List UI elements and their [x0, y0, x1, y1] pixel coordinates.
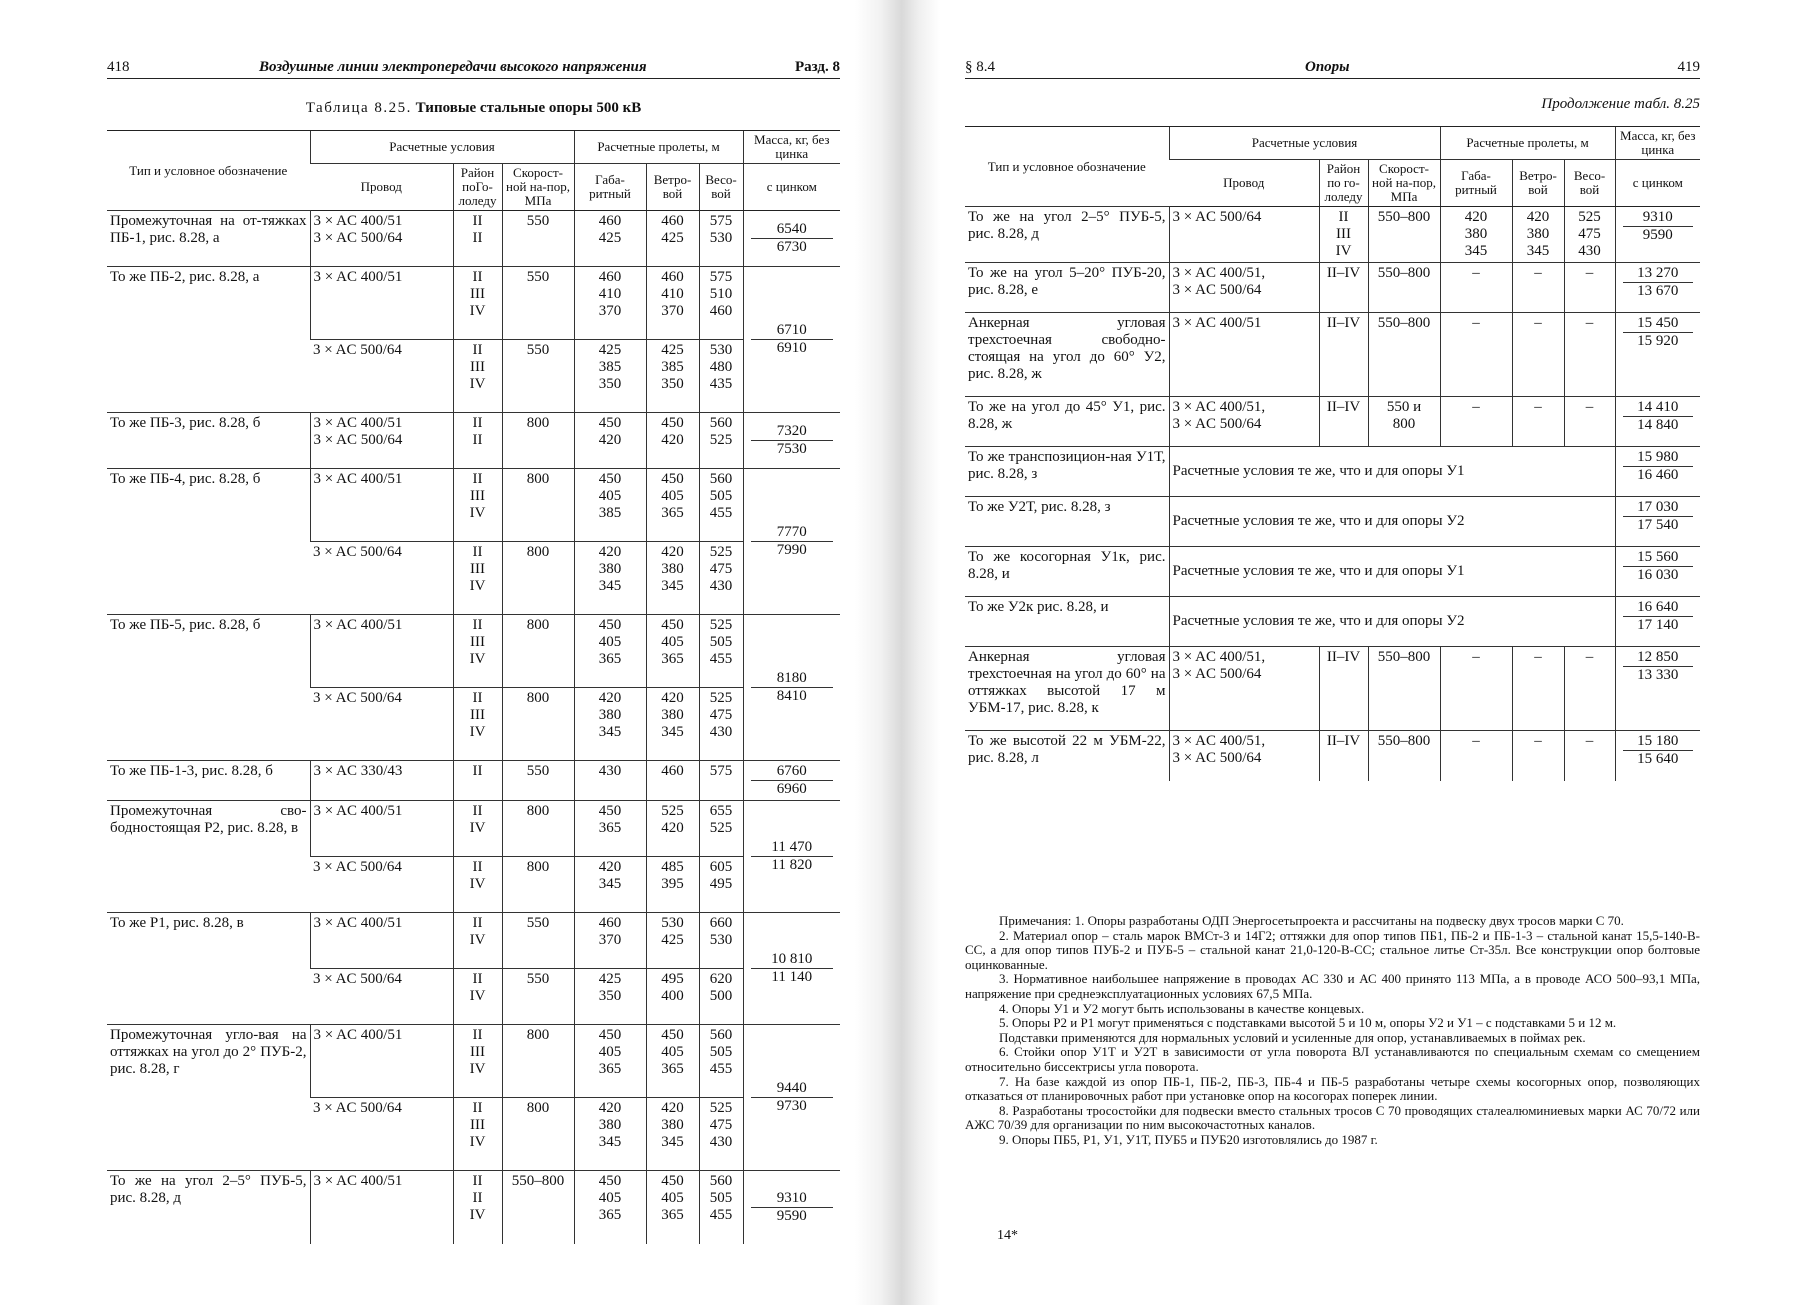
dimension-span-cell: 420 345 [574, 857, 646, 913]
mass-without-zinc: 7770 [751, 524, 834, 542]
right-section: § 8.4 [965, 59, 995, 75]
region-cell: II III IV [453, 469, 502, 542]
wire-cell: 3 × AC 400/51 [310, 469, 453, 542]
wind-span-cell: – [1512, 263, 1564, 313]
note-paragraph: 9. Опоры ПБ5, Р1, У1, У1Т, ПУБ5 и ПУБ20 изготовлялись до 1987 г. [999, 1131, 1378, 1147]
wire-cell: 3 × AC 500/64 [310, 857, 453, 913]
table-row [965, 263, 1700, 313]
support-type: То же ПБ-5, рис. 8.28, б [107, 615, 310, 761]
wind-span-cell: 460 [646, 761, 699, 801]
wire-cell: 3 × AC 400/51 [310, 1171, 453, 1244]
header-dimension: Габа-ритный [1440, 160, 1512, 207]
header-weight: Весо-вой [699, 164, 743, 211]
region-cell: II III IV [453, 1025, 502, 1098]
table-row [965, 497, 1700, 547]
mass-cell [743, 413, 840, 469]
mass-without-zinc: 6540 [751, 221, 834, 239]
mass-with-zinc: 17 140 [1637, 617, 1679, 633]
left-table [107, 130, 840, 1244]
wire-cell: 3 × AC 500/64 [310, 969, 453, 1025]
dimension-span-cell: 420 380 345 [574, 1098, 646, 1171]
mass-without-zinc: 9440 [751, 1080, 834, 1098]
dimension-span-cell: – [1440, 263, 1512, 313]
header-wire: Провод [310, 164, 453, 211]
region-cell: II III IV [453, 267, 502, 340]
wind-span-cell: 450 405 365 [646, 1025, 699, 1098]
weight-span-cell: 560 525 [699, 413, 743, 469]
region-cell: II–IV [1319, 397, 1368, 447]
support-type: То же на угол 2–5° ПУБ-5, рис. 8.28, д [107, 1171, 310, 1244]
design-conditions-note: Расчетные условия те же, что и для опоры У2 [1169, 497, 1615, 547]
dimension-span-cell: 430 [574, 761, 646, 801]
dimension-span-cell: 425 350 [574, 969, 646, 1025]
wire-cell: 3 × AC 400/51, 3 × AC 500/64 [1169, 731, 1319, 781]
region-cell: II II [453, 413, 502, 469]
header-design: Расчетные условия [310, 131, 574, 164]
wire-cell: 3 × AC 330/43 [310, 761, 453, 801]
wire-cell: 3 × AC 400/51, 3 × AC 500/64 [1169, 263, 1319, 313]
mass-cell [743, 211, 840, 267]
mass-cell [743, 1171, 840, 1244]
note-paragraph: Подставки применяются для нормальных условий и усиленные для опор, устанавливаемых в поймах рек. [999, 1029, 1586, 1045]
dimension-span-cell: 450 420 [574, 413, 646, 469]
region-cell: II III IV [453, 615, 502, 688]
weight-span-cell: 655 525 [699, 801, 743, 857]
mass-without-zinc: 17 030 [1623, 499, 1694, 517]
table-row [965, 397, 1700, 447]
speed-cell: 800 [502, 542, 574, 615]
table-row [107, 469, 840, 542]
mass-cell [743, 469, 840, 615]
mass-with-zinc: 9590 [1642, 227, 1673, 243]
mass-cell [743, 761, 840, 801]
wind-span-cell: 485 395 [646, 857, 699, 913]
left-section: Разд. 8 [794, 59, 840, 75]
wire-cell: 3 × AC 400/51 [310, 615, 453, 688]
support-type: То же высотой 22 м УБМ-22, рис. 8.28, л [965, 731, 1169, 781]
header-type: Тип и условное обозначение [107, 131, 310, 211]
mass-without-zinc: 9310 [751, 1190, 834, 1208]
right-running-title: Опоры [1305, 59, 1350, 75]
mass-without-zinc: 6760 [751, 763, 834, 781]
speed-cell: 550–800 [1368, 207, 1440, 263]
wind-span-cell: – [1512, 397, 1564, 447]
wind-span-cell: – [1512, 647, 1564, 731]
header-type: Тип и условное обозначение [965, 127, 1169, 207]
table-row [965, 447, 1700, 497]
table-row [107, 1171, 840, 1244]
speed-cell: 800 [502, 469, 574, 542]
note-paragraph: 2. Материал опор – сталь марок ВМСт-3 и 14Г2; оттяжки для опор типов ПБ1, ПБ-2 и ПБ-1-3 – стальной канат 15,5-140-В-СС, а для опор типов ПУБ-2 и ПУБ-5 – стальной канат 21,0-120-В-СС; стальное литье Ст-35л. Все конструкции опор болтовые оцинкованные. [965, 927, 1700, 972]
design-conditions-note: Расчетные условия те же, что и для опоры У1 [1169, 547, 1615, 597]
speed-cell: 550 [502, 340, 574, 413]
dimension-span-cell: 450 365 [574, 801, 646, 857]
wire-cell: 3 × AC 400/51 [1169, 313, 1319, 397]
dimension-span-cell: 420 380 345 [574, 688, 646, 761]
mass-cell [743, 913, 840, 1025]
mass-without-zinc: 15 180 [1623, 733, 1694, 751]
mass-with-zinc: 15 920 [1637, 333, 1679, 349]
weight-span-cell: 525 475 430 [699, 1098, 743, 1171]
region-cell: II–IV [1319, 263, 1368, 313]
table-row [965, 207, 1700, 263]
region-cell: II II [453, 211, 502, 267]
mass-without-zinc: 9310 [1623, 209, 1694, 227]
header-mass-zinc: с цинком [743, 164, 840, 211]
header-mass-zinc: с цинком [1615, 160, 1700, 207]
region-cell: II III IV [453, 340, 502, 413]
speed-cell: 550 и 800 [1368, 397, 1440, 447]
wind-span-cell: 450 420 [646, 413, 699, 469]
mass-with-zinc: 11 820 [771, 857, 813, 873]
table-row [965, 313, 1700, 397]
weight-span-cell: 525 475 430 [1564, 207, 1615, 263]
weight-span-cell: 530 480 435 [699, 340, 743, 413]
wind-span-cell: 460 410 370 [646, 267, 699, 340]
note-paragraph: 6. Стойки опор У1Т и У2Т в зависимости от угла поворота ВЛ устанавливаются по специальным схемам со смещением относительно биссектрисы угла поворота. [965, 1044, 1700, 1074]
mass-without-zinc: 15 980 [1623, 449, 1694, 467]
weight-span-cell: 560 505 455 [699, 1171, 743, 1244]
mass-cell [1615, 447, 1700, 497]
table-row [107, 267, 840, 340]
region-cell: II IV [453, 857, 502, 913]
weight-span-cell: – [1564, 313, 1615, 397]
speed-cell: 800 [502, 688, 574, 761]
weight-span-cell: – [1564, 647, 1615, 731]
mass-without-zinc: 8180 [751, 670, 834, 688]
wind-span-cell: – [1512, 313, 1564, 397]
table-notes [965, 914, 1700, 1148]
table-caption [107, 100, 840, 117]
mass-cell [1615, 207, 1700, 263]
dimension-span-cell: 460 425 [574, 211, 646, 267]
header-mass: Масса, кг, без цинка [743, 131, 840, 164]
support-type: То же ПБ-4, рис. 8.28, б [107, 469, 310, 615]
wire-cell: 3 × AC 500/64 [1169, 207, 1319, 263]
mass-cell [1615, 497, 1700, 547]
header-design: Расчетные условия [1169, 127, 1440, 160]
mass-with-zinc: 8410 [776, 688, 807, 704]
speed-cell: 550–800 [1368, 263, 1440, 313]
design-conditions-note: Расчетные условия те же, что и для опоры У1 [1169, 447, 1615, 497]
wire-cell: 3 × AC 500/64 [310, 688, 453, 761]
region-cell: II III IV [453, 542, 502, 615]
speed-cell: 550–800 [502, 1171, 574, 1244]
header-spans: Расчетные пролеты, м [1440, 127, 1615, 160]
dimension-span-cell: – [1440, 397, 1512, 447]
wind-span-cell: 525 420 [646, 801, 699, 857]
support-type: То же У2к рис. 8.28, и [965, 597, 1169, 647]
header-wire: Провод [1169, 160, 1319, 207]
speed-cell: 800 [502, 1025, 574, 1098]
support-type: Промежуточная сво-бодностоящая Р2, рис. 8.28, в [107, 801, 310, 913]
mass-with-zinc: 14 840 [1637, 417, 1679, 433]
support-type: То же на угол 5–20° ПУБ-20, рис. 8.28, е [965, 263, 1169, 313]
mass-with-zinc: 16 030 [1637, 567, 1679, 583]
mass-with-zinc: 13 670 [1637, 283, 1679, 299]
note-paragraph: Примечания: 1. Опоры разработаны ОДП Энергосетьпроекта и рассчитаны на подвеску двух тросов марки С 70. [999, 913, 1624, 928]
dimension-span-cell: 450 405 365 [574, 1025, 646, 1098]
signature-mark: 14* [997, 1228, 1018, 1243]
wire-cell: 3 × AC 500/64 [310, 542, 453, 615]
weight-span-cell: 560 505 455 [699, 469, 743, 542]
mass-without-zinc: 11 470 [751, 839, 834, 857]
mass-with-zinc: 6960 [776, 781, 807, 797]
weight-span-cell: 525 475 430 [699, 688, 743, 761]
dimension-span-cell: 450 405 365 [574, 615, 646, 688]
mass-cell [1615, 397, 1700, 447]
weight-span-cell: – [1564, 263, 1615, 313]
mass-with-zinc: 7530 [776, 441, 807, 457]
region-cell: II–IV [1319, 313, 1368, 397]
note-paragraph: 3. Нормативное наибольшее напряжение в проводах АС 330 и АС 400 принято 113 МПа, а в проводе АСО 500–93,1 МПа, напряжение при среднеэксплуатационных условиях 67,5 МПа. [965, 971, 1700, 1001]
table-row [107, 413, 840, 469]
header-dimension: Габа-ритный [574, 164, 646, 211]
mass-cell [1615, 547, 1700, 597]
region-cell: II IV [453, 801, 502, 857]
speed-cell: 550 [502, 913, 574, 969]
weight-span-cell: 525 475 430 [699, 542, 743, 615]
mass-without-zinc: 15 450 [1623, 315, 1694, 333]
region-cell: II II IV [453, 1171, 502, 1244]
wire-cell: 3 × AC 400/51 [310, 913, 453, 969]
support-type: То же транспозицион-ная У1Т, рис. 8.28, з [965, 447, 1169, 497]
table-row [965, 547, 1700, 597]
table-row [965, 731, 1700, 781]
wind-span-cell: 450 405 365 [646, 469, 699, 542]
mass-with-zinc: 13 330 [1637, 667, 1679, 683]
support-type: То же на угол до 45° У1, рис. 8.28, ж [965, 397, 1169, 447]
speed-cell: 550 [502, 211, 574, 267]
mass-cell [743, 267, 840, 413]
mass-cell [743, 801, 840, 913]
support-type: То же ПБ-2, рис. 8.28, а [107, 267, 310, 413]
support-type: То же ПБ-3, рис. 8.28, б [107, 413, 310, 469]
header-wind: Ветро-вой [1512, 160, 1564, 207]
region-cell: II–IV [1319, 647, 1368, 731]
dimension-span-cell: 420 380 345 [574, 542, 646, 615]
mass-without-zinc: 10 810 [751, 951, 834, 969]
weight-span-cell: – [1564, 397, 1615, 447]
table-row [107, 615, 840, 688]
mass-without-zinc: 12 850 [1623, 649, 1694, 667]
note-paragraph: 4. Опоры У1 и У2 могут быть использованы в качестве концевых. [999, 1000, 1365, 1016]
support-type: То же Р1, рис. 8.28, в [107, 913, 310, 1025]
note-paragraph: 8. Разработаны тросостойки для подвески вместо стальных тросов С 70 проводящих сталеалюминиевых марки АС 70/72 или АЖС 70/39 для организации по ним высокочастотных каналов. [965, 1102, 1700, 1133]
weight-span-cell: 575 510 460 [699, 267, 743, 340]
mass-with-zinc: 9730 [776, 1098, 807, 1114]
wind-span-cell: – [1512, 731, 1564, 781]
speed-cell: 550 [502, 969, 574, 1025]
weight-span-cell: 605 495 [699, 857, 743, 913]
wire-cell: 3 × AC 400/51 [310, 1025, 453, 1098]
wind-span-cell: 420 380 345 [646, 688, 699, 761]
weight-span-cell: 660 530 [699, 913, 743, 969]
wind-span-cell: 420 380 345 [1512, 207, 1564, 263]
header-wind-speed: Скорост-ной на-пор, МПа [1368, 160, 1440, 207]
mass-with-zinc: 11 140 [771, 969, 813, 985]
mass-cell [1615, 313, 1700, 397]
left-running-head [107, 56, 840, 79]
left-page-number: 418 [107, 59, 130, 75]
table-row [965, 647, 1700, 731]
mass-with-zinc: 7990 [776, 542, 807, 558]
continuation-caption: Продолжение табл. 8.25 [1541, 96, 1700, 112]
weight-span-cell: 575 [699, 761, 743, 801]
wire-cell: 3 × AC 400/51, 3 × AC 500/64 [1169, 647, 1319, 731]
note-paragraph: 5. Опоры Р2 и Р1 могут применяться с подставками высотой 5 и 10 м, опоры У2 и У1 – с подставками 5 и 12 м. [999, 1015, 1617, 1031]
wind-span-cell: 420 380 345 [646, 542, 699, 615]
dimension-span-cell: – [1440, 647, 1512, 731]
mass-without-zinc: 6710 [751, 322, 834, 340]
header-wind: Ветро-вой [646, 164, 699, 211]
mass-without-zinc: 7320 [751, 423, 834, 441]
dimension-span-cell: 460 410 370 [574, 267, 646, 340]
mass-with-zinc: 6910 [776, 340, 807, 356]
table-row [107, 1025, 840, 1098]
mass-cell [1615, 731, 1700, 781]
region-cell: II III IV [453, 1098, 502, 1171]
mass-with-zinc: 16 460 [1637, 467, 1679, 483]
right-table [965, 126, 1700, 781]
weight-span-cell: 575 530 [699, 211, 743, 267]
table-row [107, 761, 840, 801]
support-type: То же ПБ-1-3, рис. 8.28, б [107, 761, 310, 801]
mass-cell [743, 615, 840, 761]
table-row [107, 211, 840, 267]
dimension-span-cell: 450 405 385 [574, 469, 646, 542]
support-type: Промежуточная на от-тяжках ПБ-1, рис. 8.28, а [107, 211, 310, 267]
weight-span-cell: – [1564, 731, 1615, 781]
weight-span-cell: 620 500 [699, 969, 743, 1025]
right-running-head [965, 56, 1700, 79]
region-cell: II–IV [1319, 731, 1368, 781]
speed-cell: 550–800 [1368, 313, 1440, 397]
speed-cell: 800 [502, 413, 574, 469]
speed-cell: 550 [502, 267, 574, 340]
wire-cell: 3 × AC 400/51 3 × AC 500/64 [310, 413, 453, 469]
wind-span-cell: 495 400 [646, 969, 699, 1025]
right-page [905, 0, 1794, 1305]
mass-cell [1615, 263, 1700, 313]
speed-cell: 800 [502, 1098, 574, 1171]
header-spans: Расчетные пролеты, м [574, 131, 743, 164]
mass-without-zinc: 14 410 [1623, 399, 1694, 417]
wire-cell: 3 × AC 500/64 [310, 340, 453, 413]
speed-cell: 800 [502, 615, 574, 688]
note-paragraph: 7. На базе каждой из опор ПБ-1, ПБ-2, ПБ-3, ПБ-4 и ПБ-5 разработаны четыре схемы косогорных опор, позволяющих отказаться от планировочных работ при установке опор на косогорах поперек линии. [965, 1073, 1700, 1104]
dimension-span-cell: 460 370 [574, 913, 646, 969]
mass-with-zinc: 15 640 [1637, 751, 1679, 767]
dimension-span-cell: 450 405 365 [574, 1171, 646, 1244]
wind-span-cell: 450 405 365 [646, 1171, 699, 1244]
mass-without-zinc: 16 640 [1623, 599, 1694, 617]
mass-cell [1615, 647, 1700, 731]
support-type: Промежуточная угло-вая на оттяжках на угол до 2° ПУБ-2, рис. 8.28, г [107, 1025, 310, 1171]
table-row [965, 597, 1700, 647]
dimension-span-cell: – [1440, 313, 1512, 397]
speed-cell: 550 [502, 761, 574, 801]
mass-with-zinc: 6730 [776, 239, 807, 255]
dimension-span-cell: 425 385 350 [574, 340, 646, 413]
speed-cell: 550–800 [1368, 647, 1440, 731]
region-cell: II IV [453, 913, 502, 969]
region-cell: II III IV [453, 688, 502, 761]
support-type: Анкерная угловая трехстоечная свободно-стоящая на угол до 60° У2, рис. 8.28, ж [965, 313, 1169, 397]
table-row [107, 801, 840, 857]
region-cell: II IV [453, 969, 502, 1025]
mass-cell [743, 1025, 840, 1171]
mass-with-zinc: 9590 [776, 1207, 807, 1224]
weight-span-cell: 560 505 455 [699, 1025, 743, 1098]
support-type: То же на угол 2–5° ПУБ-5, рис. 8.28, д [965, 207, 1169, 263]
dimension-span-cell: 420 380 345 [1440, 207, 1512, 263]
wind-span-cell: 450 405 365 [646, 615, 699, 688]
speed-cell: 800 [502, 857, 574, 913]
mass-cell [1615, 597, 1700, 647]
wire-cell: 3 × AC 400/51, 3 × AC 500/64 [1169, 397, 1319, 447]
header-mass: Масса, кг, без цинка [1615, 127, 1700, 160]
speed-cell: 800 [502, 801, 574, 857]
support-type: Анкерная угловая трехстоечная на угол до 60° на оттяжках высотой 17 м УБМ-17, рис. 8.28, к [965, 647, 1169, 731]
weight-span-cell: 525 505 455 [699, 615, 743, 688]
left-running-title: Воздушные линии электропередачи высокого напряжения [259, 59, 647, 75]
table-row [107, 913, 840, 969]
mass-without-zinc: 13 270 [1623, 265, 1694, 283]
caption-prefix: Таблица 8.25. [305, 100, 412, 116]
header-wind-speed: Скорост-ной на-пор, МПа [502, 164, 574, 211]
wire-cell: 3 × AC 400/51 [310, 801, 453, 857]
mass-with-zinc: 17 540 [1637, 517, 1679, 533]
mass-without-zinc: 15 560 [1623, 549, 1694, 567]
right-page-number: 419 [1677, 59, 1700, 75]
caption-title: Типовые стальные опоры 500 кВ [415, 100, 642, 116]
wind-span-cell: 460 425 [646, 211, 699, 267]
header-weight: Весо-вой [1564, 160, 1615, 207]
header-region: Район по го-лоледу [1319, 160, 1368, 207]
design-conditions-note: Расчетные условия те же, что и для опоры У2 [1169, 597, 1615, 647]
wire-cell: 3 × AC 400/51 3 × AC 500/64 [310, 211, 453, 267]
wind-span-cell: 530 425 [646, 913, 699, 969]
region-cell: II [453, 761, 502, 801]
speed-cell: 550–800 [1368, 731, 1440, 781]
wire-cell: 3 × AC 500/64 [310, 1098, 453, 1171]
wire-cell: 3 × AC 400/51 [310, 267, 453, 340]
dimension-span-cell: – [1440, 731, 1512, 781]
wind-span-cell: 425 385 350 [646, 340, 699, 413]
region-cell: II III IV [1319, 207, 1368, 263]
support-type: То же У2Т, рис. 8.28, з [965, 497, 1169, 547]
support-type: То же косогорная У1к, рис. 8.28, и [965, 547, 1169, 597]
header-region: Район поГо-лоледу [453, 164, 502, 211]
wind-span-cell: 420 380 345 [646, 1098, 699, 1171]
